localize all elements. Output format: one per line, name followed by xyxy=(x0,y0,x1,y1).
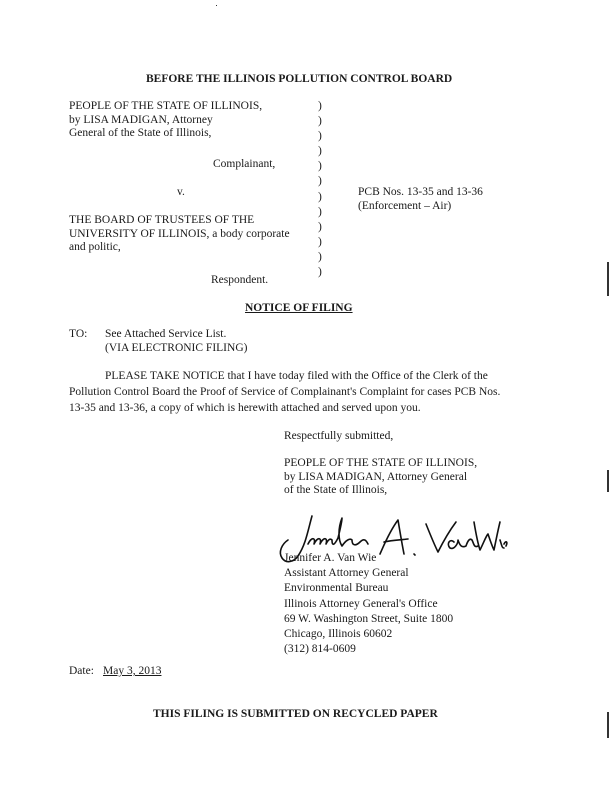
signer-street: 69 W. Washington Street, Suite 1800 xyxy=(284,612,454,625)
plaintiff-line: PEOPLE OF THE STATE OF ILLINOIS, xyxy=(69,100,263,112)
paren: ) xyxy=(318,130,322,143)
plaintiff-line: by LISA MADIGAN, Attorney xyxy=(69,113,213,126)
paren: ) xyxy=(318,160,322,173)
signer-phone: (312) 814-0609 xyxy=(284,643,356,656)
signer-office: Illinois Attorney General's Office xyxy=(284,597,438,610)
defendant-block xyxy=(69,214,290,255)
case-block xyxy=(358,186,483,213)
versus-label: v. xyxy=(177,186,185,198)
signer-city: Chicago, Illinois 60602 xyxy=(284,627,393,640)
signer-name: Jennifer A. Van Wie xyxy=(284,552,377,564)
defendant-line: THE BOARD OF TRUSTEES OF THE xyxy=(69,214,255,226)
case-number: PCB Nos. 13-35 and 13-36 xyxy=(358,186,483,198)
paren: ) xyxy=(318,115,322,128)
paren: ) xyxy=(318,100,322,112)
caption-parentheses xyxy=(318,100,322,281)
paren: ) xyxy=(318,266,322,279)
paren: ) xyxy=(318,145,322,158)
notice-title: NOTICE OF FILING xyxy=(245,302,353,314)
paren: ) xyxy=(318,220,322,233)
plaintiff-block xyxy=(69,100,262,141)
signer-bureau: Environmental Bureau xyxy=(284,582,389,595)
body-line-2: Pollution Control Board the Proof of Service of Complainant's Complaint for cases PCB Nos. xyxy=(69,386,501,398)
respondent-label: Respondent. xyxy=(211,274,269,286)
signer-title: Assistant Attorney General xyxy=(284,567,409,580)
case-type: (Enforcement – Air) xyxy=(358,199,452,212)
scan-speck xyxy=(607,712,609,738)
signer-block xyxy=(284,552,453,658)
plaintiff-line: General of the State of Illinois, xyxy=(69,127,212,140)
to-line: (VIA ELECTRONIC FILING) xyxy=(105,341,248,354)
to-label: TO: xyxy=(69,328,88,340)
respectfully-submitted: Respectfully submitted, xyxy=(284,430,394,442)
paren: ) xyxy=(318,205,322,218)
recycled-paper-footer: THIS FILING IS SUBMITTED ON RECYCLED PAPER xyxy=(153,708,438,720)
body-line-1: PLEASE TAKE NOTICE that I have today filed with the Office of the Clerk of the xyxy=(105,370,488,382)
closing-party xyxy=(284,457,477,498)
closing-party-line: PEOPLE OF THE STATE OF ILLINOIS, xyxy=(284,457,478,469)
paren: ) xyxy=(318,175,322,188)
scan-speck xyxy=(607,470,609,492)
paren: ) xyxy=(318,250,322,263)
defendant-line: and politic, xyxy=(69,241,121,254)
board-heading: BEFORE THE ILLINOIS POLLUTION CONTROL BOARD xyxy=(146,73,453,85)
complainant-label: Complainant, xyxy=(213,158,276,170)
date-label: Date: xyxy=(69,665,94,677)
to-recipients xyxy=(105,328,247,355)
closing-party-line: of the State of Illinois, xyxy=(284,484,388,497)
body-line-3: 13-35 and 13-36, a copy of which is herewith attached and served upon you. xyxy=(69,402,421,414)
scan-speck xyxy=(216,5,217,6)
scan-speck xyxy=(607,262,609,296)
paren: ) xyxy=(318,190,322,203)
paren: ) xyxy=(318,235,322,248)
date-value: May 3, 2013 xyxy=(103,665,162,677)
to-line: See Attached Service List. xyxy=(105,328,227,340)
defendant-line: UNIVERSITY OF ILLINOIS, a body corporate xyxy=(69,227,290,240)
closing-party-line: by LISA MADIGAN, Attorney General xyxy=(284,470,468,483)
